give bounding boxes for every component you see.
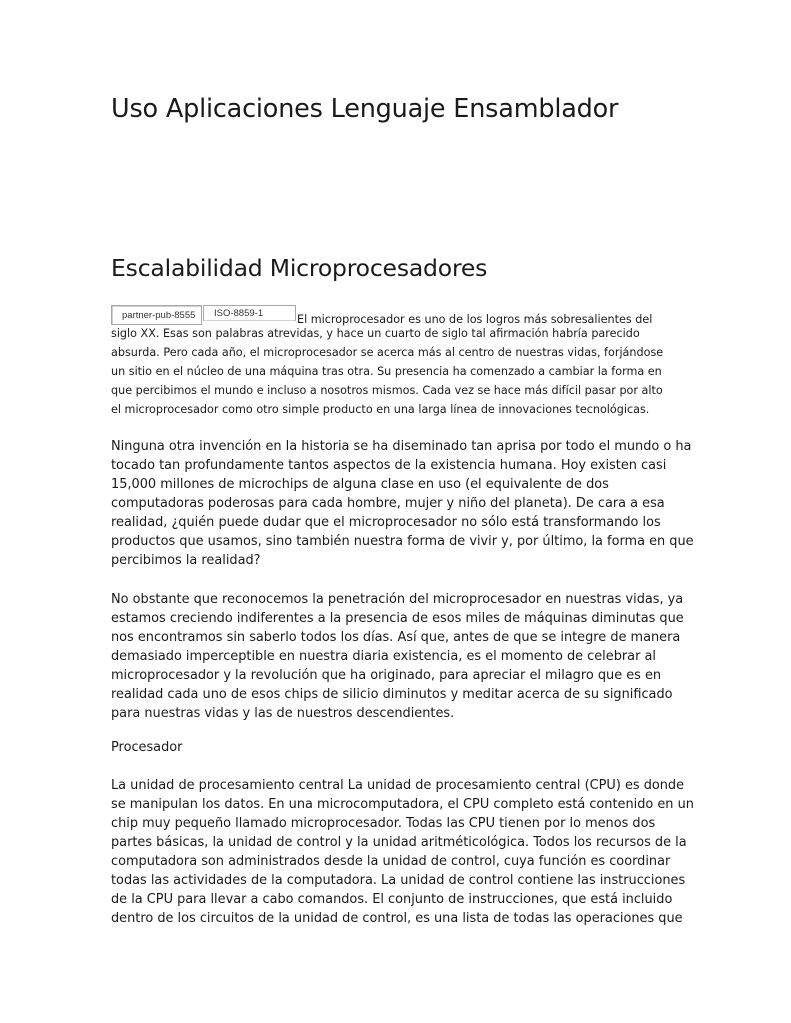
paragraph-line: microprocesador y la revolución que ha originado, para apreciar el milagro que es en: [111, 668, 662, 683]
section-label: [111, 738, 691, 757]
paragraph-line: El microprocesador es uno de los logros más sobresalientes del: [297, 313, 653, 326]
paragraph-line: productos que usamos, sino también nuestra forma de vivir y, por último, la forma en que: [111, 534, 694, 549]
paragraph-line: que percibimos el mundo e incluso a nosotros mismos. Cada vez se hace más difícil pasar por alto: [111, 384, 663, 397]
paragraph-line: siglo XX. Esas son palabras atrevidas, y hace un cuarto de siglo tal afirmación habría parecido: [111, 327, 640, 340]
body-paragraph: [111, 776, 694, 928]
paragraph-line: percibimos la realidad?: [111, 553, 261, 568]
paragraph-line: computadoras poderosas para cada hombre, mujer y niño del planeta). De cara a esa: [111, 496, 665, 511]
paragraph-line: el microprocesador como otro simple producto en una larga línea de innovaciones tecnológicas.: [111, 403, 650, 416]
paragraph-line: demasiado imperceptible en nuestra diaria existencia, es el momento de celebrar al: [111, 649, 656, 664]
paragraph-line: realidad, ¿quién puede dudar que el microprocesador no sólo está transformando los: [111, 515, 661, 530]
paragraph-line: nos encontramos sin saberlo todos los días. Así que, antes de que se integre de manera: [111, 630, 681, 645]
paragraph-line: absurda. Pero cada año, el microprocesador se acerca más al centro de nuestras vidas, forjándose: [111, 346, 664, 359]
paragraph-line: computadora son administrados desde la unidad de control, cuya función es coordinar: [111, 854, 671, 869]
paragraph-line: tocado tan profundamente tantos aspectos de la existencia humana. Hoy existen casi: [111, 458, 667, 473]
intro-paragraph: [111, 305, 681, 419]
paragraph-line: para nuestras vidas y las de nuestros descendientes.: [111, 706, 455, 721]
paragraph-line: No obstante que reconocemos la penetración del microprocesador en nuestras vidas, ya: [111, 592, 684, 607]
paragraph-line: estamos creciendo indiferentes a la presencia de esos miles de máquinas diminutas que: [111, 611, 684, 626]
paragraph-line: Ninguna otra invención en la historia se ha diseminado tan aprisa por todo el mundo o ha: [111, 439, 692, 454]
paragraph-line: dentro de los circuitos de la unidad de control, es una lista de todas las operaciones que: [111, 911, 683, 926]
body-paragraph: [111, 437, 694, 570]
section-heading: Escalabilidad Microprocesadores: [111, 254, 488, 282]
paragraph-line: todas las actividades de la computadora. La unidad de control contiene las instrucciones: [111, 873, 686, 888]
document-title: Uso Aplicaciones Lenguaje Ensamblador: [111, 94, 619, 124]
paragraph-line: realidad cada uno de esos chips de silicio diminutos y meditar acerca de su significado: [111, 687, 673, 702]
embed-input-encoding[interactable]: ISO-8859-1: [203, 305, 296, 321]
paragraph-line: de la CPU para llevar a cabo comandos. El conjunto de instrucciones, que está incluido: [111, 892, 673, 907]
paragraph-line: 15,000 millones de microchips de alguna clase en uso (el equivalente de dos: [111, 477, 609, 492]
paragraph-line: Procesador: [111, 740, 183, 755]
paragraph-line: La unidad de procesamiento central La unidad de procesamiento central (CPU) es donde: [111, 778, 685, 793]
paragraph-line: se manipulan los datos. En una microcomputadora, el CPU completo está contenido en un: [111, 797, 694, 812]
paragraph-line: chip muy pequeño llamado microprocesador. Todas las CPU tienen por lo menos dos: [111, 816, 656, 831]
embed-input-client[interactable]: partner-pub-8555: [111, 305, 202, 325]
paragraph-line: partes básicas, la unidad de control y la unidad aritméticológica. Todos los recursos de la: [111, 835, 687, 850]
paragraph-line: un sitio en el núcleo de una máquina tras otra. Su presencia ha comenzado a cambiar la forma en: [111, 365, 662, 378]
body-paragraph: [111, 590, 691, 723]
